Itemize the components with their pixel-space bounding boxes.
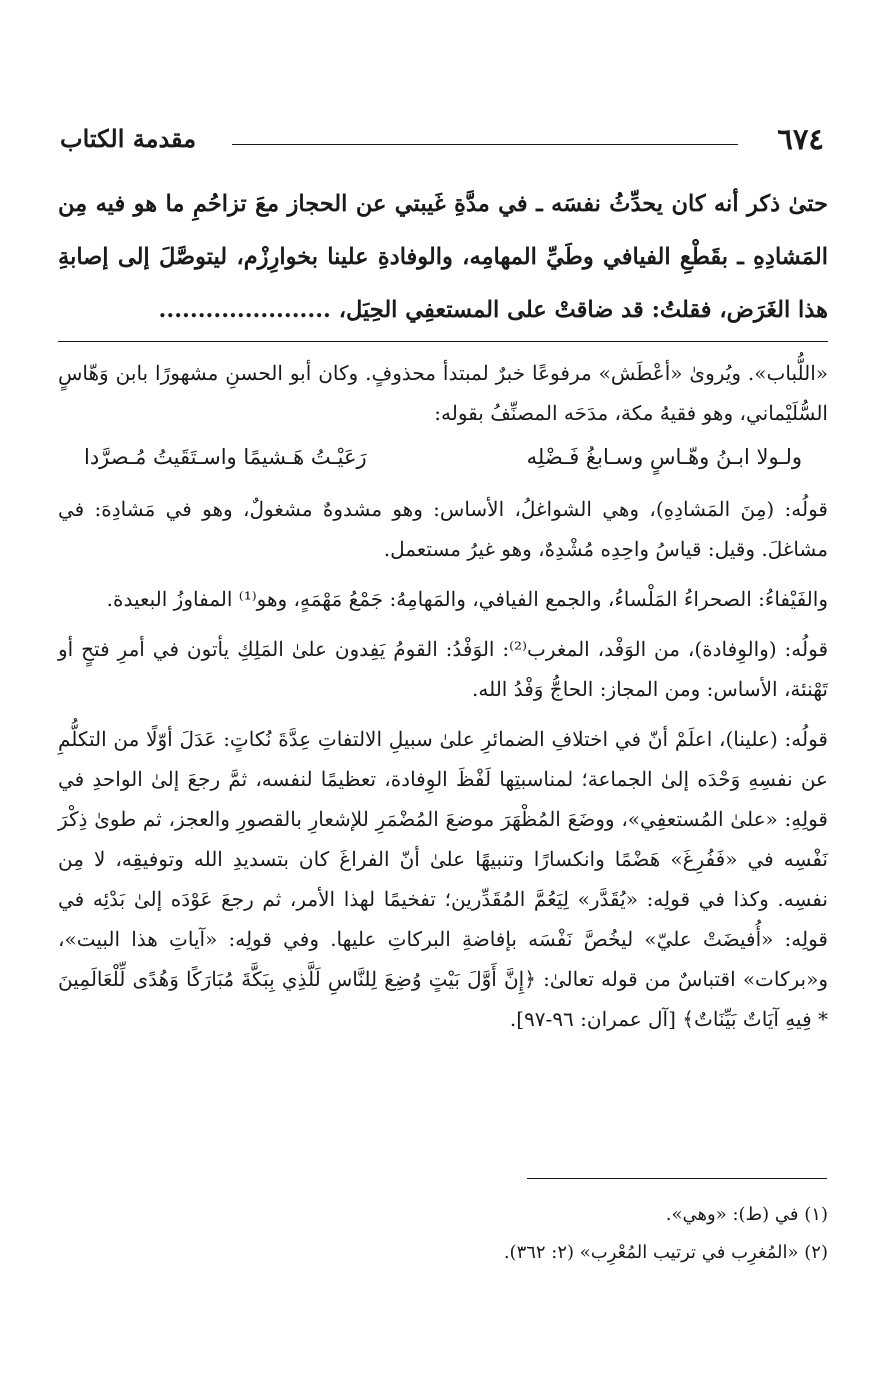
- commentary-paragraph: قولُه: (مِنَ المَشادِهِ)، وهي الشواغلُ، الأساس: وهو مشدوهٌ مشغولٌ، وهو في مَشادِهَ: في مشاغلَ. وقيل: قياسُ واحِدِه مُشْدِهٌ، وهو غيرُ مستعمل.: [58, 497, 828, 561]
- section-divider: [58, 341, 828, 342]
- footnotes: [58, 1196, 828, 1272]
- header-rule: [232, 144, 738, 145]
- commentary-paragraph: قولُه: (علينا)، اعلَمْ أنّ في اختلافِ الضمائرِ علىٰ سبيلِ الالتفاتِ عِدَّةَ نُكاتٍ: عَدَلَ أوّلًا من التكلُّمِ عن نفسِهِ وَحْدَه إلىٰ الجماعة؛ لمناسبتِها لَفْظَ الوِفادة، تعظيمًا لنفسه، ثمَّ رجعَ إلىٰ الواحدِ في قولِهِ: «علىٰ المُستعفِي»، ووضَعَ المُظْهَرَ موضعَ المُضْمَرِ للإشعارِ بالقصورِ والعجز، ثم طوىٰ ذِكْرَ نَفْسِه في «فَفُرِغَ» هَضْمًا وانكسارًا وتنبيهًا علىٰ أنّ الفراغَ كان بتسديدِ الله وتوفيقِه، لا مِن نفسِه. وكذا في قولِه: «يُقَدَّر» لِيَعُمَّ المُقَدِّرين؛ تفخيمًا لهذا الأمر، ثم رجعَ عَوْدَه إلىٰ بَدْئِه في قولِه: «أُفيضَتْ عليّ» ليخُصَّ نَفْسَه بإفاضةِ البركاتِ عليها. وفي قولِه: «آياتِ هذا البيت»، و«بركات» اقتباسٌ من قوله تعالىٰ: ﴿إِنَّ أَوَّلَ بَيْتٍ وُضِعَ لِلنَّاسِ لَلَّذِي بِبَكَّةَ مُبَارَكًا وَهُدًى لِّلْعَالَمِينَ * فِيهِ آيَاتٌ بَيِّنَاتٌ﴾ [آل عمران: ٩٦-٩٧].: [58, 727, 829, 1031]
- page-header: [60, 122, 824, 172]
- footnote-1: (١) في (ط): «وهي».: [665, 1204, 828, 1225]
- verse-second-hemistich: رَعَيْـتُ هَـشيمًا واسـتَقَيتُ مُـصرَّدا: [84, 445, 367, 469]
- footnote-2: (٢) «المُغرِب في ترتيب المُعْرِب» (٢: ٣٦٢).: [503, 1242, 828, 1263]
- commentary-paragraph: قولُه: (والوِفادة)، من الوَفْد، المغرب⁽²⁾: الوَفْدُ: القومُ يَفِدون علىٰ المَلِكِ يأتون في أمرِ فتحٍ أو تَهْنئة، الأساس: ومن المجاز: الحاجُّ وَفْدُ الله.: [58, 637, 829, 701]
- verse-first-hemistich: ولـولا ابـنُ وهّـاسٍ وسـابغُ فَـضْلِه: [526, 445, 802, 469]
- commentary-paragraph: والفَيْفاءُ: الصحراءُ المَلْساءُ، والجمع الفيافي، والمَهامِهُ: جَمْعُ مَهْمَهٍ، وهو⁽¹⁾ المفاوزُ البعيدة.: [106, 587, 828, 611]
- poetry-verse: [58, 435, 828, 477]
- commentary: [58, 353, 828, 1049]
- running-title: مقدمة الكتاب: [60, 124, 197, 153]
- page-number: ٦٧٤: [777, 122, 824, 156]
- main-text-paragraph: حتىٰ ذكر أنه كان يحدِّثُ نفسَه ـ في مدَّةِ غَيبتي عن الحجاز معَ تزاحُمِ ما هو فيه مِن المَشادِهِ ـ بقَطْعِ الفيافي وطَيِّ المهامِه، والوفادةِ علينا بخوارِزْم، ليتوصَّلَ إلى إصابةِ هذا الغَرَض، فقلتُ: قد ضاقتْ على المستعفِي الحِيَل، ......................: [58, 191, 828, 323]
- main-text: [58, 178, 828, 337]
- commentary-paragraph: «اللُّباب». ويُروىٰ «أعْطَش» مرفوعًا خبرٌ لمبتدأ محذوفٍ. وكان أبو الحسنِ مشهورًا بابن وَهّاسٍ السُّلَيْماني، وهو فقيهُ مكة، مدَحَه المصنِّفُ بقوله:: [58, 361, 828, 425]
- footnote-divider: [527, 1178, 827, 1179]
